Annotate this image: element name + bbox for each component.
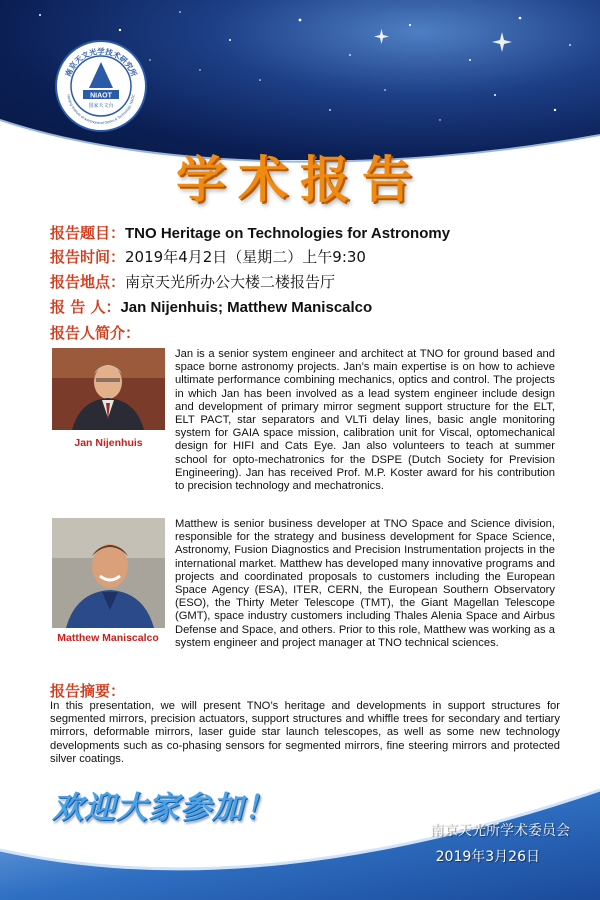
welcome-slogan: 欢迎大家参加！ — [52, 790, 276, 826]
place-label: 报告地点： — [50, 273, 126, 291]
committee-name: 南京天光所学术委员会 — [430, 823, 570, 839]
place-value: 南京天光所办公大楼二楼报告厅 — [125, 273, 336, 291]
speaker-label: 报 告 人： — [50, 298, 121, 316]
poster-title: 学术报告 — [176, 151, 424, 209]
speaker-photo-matthew — [52, 518, 165, 628]
time-value: 2019年4月2日（星期二）上午9:30 — [125, 248, 366, 266]
caption-jan: Jan Nijenhuis — [74, 437, 143, 449]
speaker-line — [50, 296, 570, 317]
abstract-label: 报告摘要： — [50, 682, 126, 700]
caption-matthew: Matthew Maniscalco — [57, 632, 159, 644]
institute-logo — [55, 40, 147, 132]
speaker-photo-jan — [52, 348, 165, 430]
svg-text:国家天文台: 国家天文台 — [88, 103, 114, 109]
bio-jan: Jan is a senior system engineer and architect at TNO for ground based and space borne astronomy projects. Jan’s main expertise is on how to achieve ultimate performance combining mechanics, optics and control. The projects in which Jan has been involved as a lead system engineer include design and development of primary mirror segment support structure for the ELT, ELT PACT, star separators and VLTi delay lines, basic angle monitoring system for GAIA space mission, calibration unit for Viscal, optomechanical design for HIFI and Cats Eye. Jan also volunteers to teach at summer school for opto-mechatronics for the DSPE (Dutch Society for Prevision Engineering). Jan has received Prof. M.P. Koster award for his contribution to precision technology and mechatronics. — [175, 348, 555, 493]
topic-label: 报告题目： — [50, 224, 126, 242]
bio-matthew: Matthew is senior business developer at TNO Space and Science division, responsible for the strategy and business development for Space Science, Astronomy, Fusion Diagnostics and Precision Instrumentation projects in the international market. Matthew has developed many innovative programs and projects and coordinated proposals to customers including the European Space Agency (ESA), ITER, CERN, the European Southern Observatory (ESO), the Thirty Meter Telescope (TMT), the Giant Magellan Telescope (GMT), space industry customers including Thales Alenia Space and Airbus Defense and Space, and others. Prior to this role, Matthew was working as a system engineer and project manager at TNO technical sciences. — [175, 518, 555, 649]
signature-date: 2019年3月26日 — [435, 849, 540, 865]
time-label: 报告时间： — [50, 248, 126, 266]
topic-line — [50, 222, 570, 243]
time-line — [50, 246, 570, 267]
svg-text:南京天文光学技术研究所: 南京天文光学技术研究所 — [63, 47, 139, 78]
bio-section-label: 报告人简介： — [50, 324, 141, 342]
speaker-value: Jan Nijenhuis; Matthew Maniscalco — [120, 299, 373, 316]
topic-value: TNO Heritage on Technologies for Astronomy — [125, 225, 451, 242]
place-line — [50, 271, 570, 292]
abstract-text: In this presentation, we will present TNO’s heritage and developments in support structures for segmented mirrors, precision actuators, support structures and whiffle trees for secondary and tertiary mirrors, deformable mirrors, laser guide star launch telescopes, as well as some new technology developments such as co-phasing sensors for segmented mirrors, fine steering mirrors and protected silver coatings. — [50, 700, 560, 765]
svg-text:Nanjing Institute of Astronomi: Nanjing Institute of Astronomical Optics & Technology, NAOC — [66, 94, 136, 126]
svg-text:NIAOT: NIAOT — [90, 92, 112, 100]
